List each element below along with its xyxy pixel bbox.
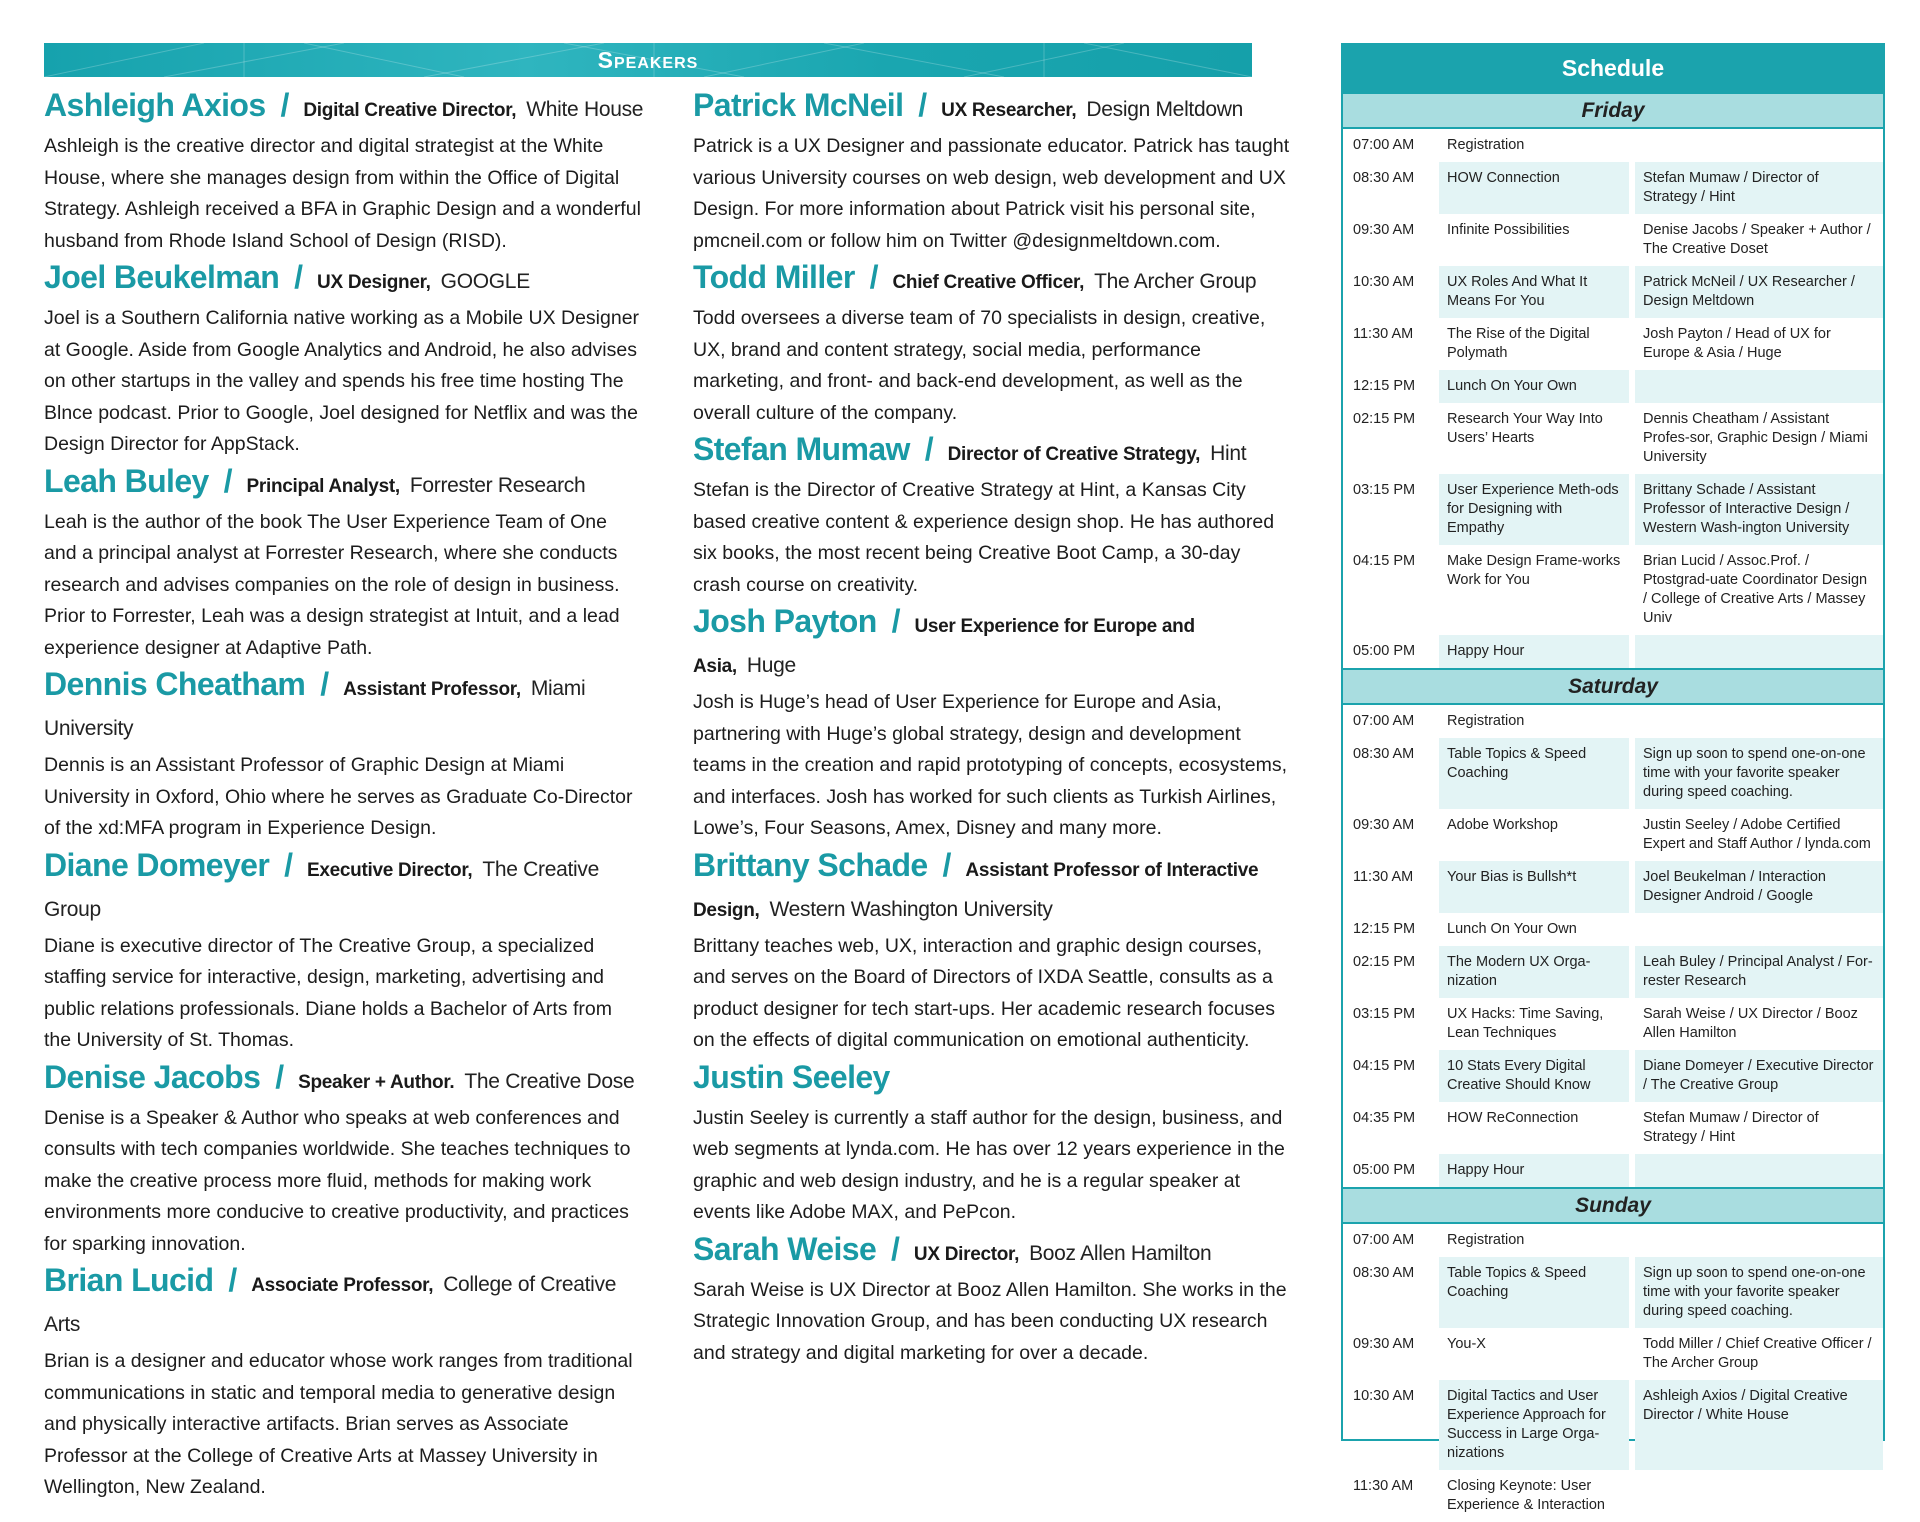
speaker-bio: Patrick is a UX Designer and passionate educator. Patrick has taught various University courses on web design, web development and UX Design. For more information about Patrick visit his personal site, pmcneil.com or follow him on Twitter @designmeltdown.com. [693,135,1290,252]
schedule-time: 11:30 AM [1353,326,1414,342]
schedule-time: 08:30 AM [1353,746,1415,762]
speaker-org: College of Creative Arts [44,1273,617,1336]
speaker-name: Joel Beukelman [44,259,280,295]
speaker-heading [693,1230,1293,1275]
schedule-event: Adobe Workshop [1447,817,1558,833]
speaker-bio: Justin Seeley is currently a staff author for the design, business, and web segments at lynda.com. He has over 12 years experience in the graphic and web design industry, and he is a regular speaker at events like Adobe MAX, and PePcon. [693,1106,1285,1223]
schedule-time: 03:15 PM [1353,482,1416,498]
speakers-left-column [44,86,644,1505]
schedule-speaker: Joel Beukelman / Interaction Designer Android / Google [1635,861,1883,913]
speaker-entry [44,1261,644,1504]
speakers-right-column [693,86,1293,1370]
speaker-bio: Stefan is the Director of Creative Strategy at Hint, a Kansas City based creative content & experience design shop. He has authored six books, the most recent being Creative Boot Camp, a 30-day crash course on creativity. [693,479,1275,596]
speakers-title: Speakers [597,47,699,73]
schedule-event: HOW Connection [1439,162,1629,214]
schedule-time: 10:30 AM [1353,1388,1415,1404]
schedule-event: Make Design Frame-works Work for You [1447,553,1621,588]
schedule-time: 07:00 AM [1353,137,1415,153]
schedule-time: 02:15 PM [1353,954,1416,970]
speaker-name: Brian Lucid [44,1262,214,1298]
schedule-row [1343,1257,1883,1328]
schedule-time: 07:00 AM [1353,713,1415,729]
schedule-row [1343,1380,1883,1470]
speaker-entry [693,1230,1293,1370]
schedule-event: Table Topics & Speed Coaching [1439,1257,1629,1328]
schedule-event: Research Your Way Into Users’ Hearts [1447,411,1603,446]
speaker-heading [44,258,644,303]
schedule-event: Registration [1447,713,1525,729]
schedule-speaker: Dennis Cheatham / Assistant Profes-sor, Graphic Design / Miami University [1643,411,1868,465]
schedule-event: User Experience Meth-ods for Designing with Empathy [1439,474,1629,545]
schedule-time: 08:30 AM [1353,1265,1415,1281]
schedule-speaker [1635,1154,1883,1187]
speaker-slash: / [915,431,934,467]
schedule-time: 07:00 AM [1353,1232,1415,1248]
schedule-row [1343,861,1883,913]
speaker-bio: Brian is a designer and educator whose work ranges from traditional communications in static and temporal media to generative design and physically interactive artifacts. Brian serves as Associate Professor at the College of Creative Arts at Massey University in Wellington, New Zealand. [44,1350,633,1498]
speaker-heading [44,846,644,931]
speaker-name: Patrick McNeil [693,87,904,123]
schedule-body [1343,92,1883,1522]
speaker-heading [693,258,1293,303]
schedule-speaker: Denise Jacobs / Speaker + Author / The Creative Doset [1643,222,1871,257]
speaker-org: Hint [1210,442,1247,465]
speaker-heading [44,86,644,131]
speaker-heading [44,665,644,750]
speaker-heading [693,86,1293,131]
schedule-row [1343,266,1883,318]
schedule-time: 09:30 AM [1353,1336,1415,1352]
speaker-role: Principal Analyst, [246,475,400,497]
schedule-speaker [1635,1224,1883,1257]
speaker-entry [693,430,1293,601]
schedule-row [1343,738,1883,809]
speaker-org: Design Meltdown [1086,98,1243,121]
day-header-saturday: Saturday [1343,668,1883,705]
speaker-slash: / [933,846,952,883]
speaker-heading [693,430,1293,475]
speaker-bio: Josh is Huge’s head of User Experience for Europe and Asia, partnering with Huge’s global strategy, design and development teams in the creation and rapid prototyping of concepts, ecosystems, and interfaces. Josh has worked for such clients as Turkish Airlines, Lowe’s, Four Seasons, Amex, Disney and many more. [693,691,1287,839]
speaker-role: Speaker + Author. [298,1071,455,1093]
schedule-row [1343,913,1883,946]
schedule-row [1343,318,1883,370]
schedule-speaker: Todd Miller / Chief Creative Officer / The Archer Group [1643,1336,1872,1371]
speaker-bio: Dennis is an Assistant Professor of Graphic Design at Miami University in Oxford, Ohio where he serves as Graduate Co-Director of the xd:MFA program in Experience Design. [44,754,633,839]
speaker-name: Todd Miller [693,259,855,295]
speaker-name: Josh Payton [693,603,877,639]
schedule-speaker: Stefan Mumaw / Director of Strategy / Hint [1643,1110,1819,1145]
schedule-time: 09:30 AM [1353,222,1415,238]
speaker-entry [693,86,1293,257]
schedule-event: You-X [1447,1336,1486,1352]
schedule-speaker [1635,129,1883,162]
speaker-entry [693,258,1293,429]
speaker-bio: Leah is the author of the book The User Experience Team of One and a principal analyst at Forrester Research, where she conducts research and advises companies on the role of design in business. Prior to Forrester, Leah was a design strategist at Intuit, and a lead experience designer at Adaptive Path. [44,510,620,659]
speaker-heading [44,462,644,507]
schedule-event: The Rise of the Digital Polymath [1447,326,1590,361]
schedule-row [1343,162,1883,214]
speaker-org: White House [526,98,644,121]
speaker-slash: / [285,259,304,295]
speaker-entry [44,462,644,665]
speaker-bio: Ashleigh is the creative director and digital strategist at the White House, where she manages design from within the Office of Digital Strategy. Ashleigh received a BFA in Graphic Design and a wonderful husband from Rhode Island School of Design (RISD). [44,135,641,252]
speaker-bio: Todd oversees a diverse team of 70 specialists in design, creative, UX, brand and content strategy, social media, performance marketing, and front- and back-end development, as well as the overall culture of the company. [693,307,1266,424]
speaker-bio: Denise is a Speaker & Author who speaks at web conferences and consults with tech companies worldwide. She teaches techniques to make the creative process more fluid, methods for making work environments more conducive to creative productivity, and practices for sparking innovation. [44,1106,631,1255]
speaker-org: Miami University [44,677,586,740]
schedule-event: Registration [1447,1232,1525,1248]
speaker-entry [44,258,644,461]
speaker-bio: Diane is executive director of The Creative Group, a specialized staffing service for interactive, design, marketing, advertising and public relations professionals. Diane holds a Bachelor of Arts from the University of St. Thomas. [44,934,612,1051]
schedule-event: Happy Hour [1439,1154,1629,1187]
speaker-name: Justin Seeley [693,1058,890,1095]
speaker-slash: / [860,259,879,295]
schedule-time: 12:15 PM [1353,921,1416,937]
speaker-org: Booz Allen Hamilton [1029,1241,1212,1265]
speaker-role: UX Director, [913,1243,1020,1265]
speaker-org: The Creative Group [44,857,599,921]
schedule-time: 05:00 PM [1353,1162,1416,1178]
schedule-row [1343,1154,1883,1187]
schedule-row [1343,1224,1883,1257]
speaker-slash: / [219,1262,238,1298]
speaker-role: UX Researcher, [941,100,1077,121]
schedule-row [1343,705,1883,738]
schedule-time: 05:00 PM [1353,643,1416,659]
schedule-event: Infinite Possibilities [1447,222,1570,238]
speaker-bio: Joel is a Southern California native working as a Mobile UX Designer at Google. Aside from Google Analytics and Android, he also advises on other startups in the valley and spends his free time hosting The Blnce podcast. Prior to Google, Joel designed for Netflix and was the Design Director for AppStack. [44,307,640,455]
speaker-slash: / [882,1230,900,1267]
speaker-org: The Archer Group [1094,270,1257,293]
speaker-slash: / [266,1058,285,1095]
speaker-role: Director of Creative Strategy, [947,444,1201,465]
speaker-entry [693,846,1293,1057]
schedule-event: 10 Stats Every Digital Creative Should Know [1439,1050,1629,1102]
schedule-speaker: Diane Domeyer / Executive Director / The Creative Group [1635,1050,1883,1102]
schedule-event: HOW ReConnection [1447,1110,1579,1126]
speaker-org: Huge [746,654,796,677]
schedule-time: 11:30 AM [1353,1478,1414,1494]
schedule-time: 12:15 PM [1353,378,1416,394]
schedule-speaker [1635,1470,1883,1522]
schedule-speaker: Josh Payton / Head of UX for Europe & Asia / Huge [1643,326,1831,361]
schedule-row [1343,998,1883,1050]
schedule-time: 04:15 PM [1353,1058,1416,1074]
schedule-row [1343,809,1883,861]
schedule-row [1343,370,1883,403]
schedule-speaker: Brian Lucid / Assoc.Prof. / Ptostgrad-uate Coordinator Design / College of Creative Arts / Massey Univ [1643,553,1868,626]
schedule-speaker: Sarah Weise / UX Director / Booz Allen Hamilton [1643,1006,1858,1041]
schedule-time: 09:30 AM [1353,817,1415,833]
speaker-role: Executive Director, [306,859,473,881]
schedule-event: Table Topics & Speed Coaching [1439,738,1629,809]
schedule-time: 04:15 PM [1353,553,1416,569]
day-header-sunday: Sunday [1343,1187,1883,1224]
speaker-org: Forrester Research [409,473,586,497]
speaker-name: Leah Buley [44,462,209,499]
speaker-role: User Experience for Europe and Asia, [693,616,1195,677]
schedule-speaker: Sign up soon to spend one-on-one time with your favorite speaker during speed coaching. [1635,738,1883,809]
schedule-row [1343,1328,1883,1380]
speaker-name: Dennis Cheatham [44,666,306,702]
speaker-entry [44,86,644,257]
speaker-slash: / [275,846,293,883]
schedule-event: Digital Tactics and User Experience Approach for Success in Large Orga-nizations [1439,1380,1629,1470]
speaker-name: Denise Jacobs [44,1058,261,1095]
speaker-name: Diane Domeyer [44,846,270,883]
speaker-heading [44,1261,644,1346]
speaker-name: Brittany Schade [693,846,928,883]
speaker-slash: / [271,87,290,123]
schedule-row [1343,1102,1883,1154]
speaker-entry [693,602,1293,845]
speaker-heading [44,1058,644,1103]
schedule-row [1343,129,1883,162]
schedule-event: Happy Hour [1439,635,1629,668]
schedule-event: Registration [1447,137,1525,153]
schedule-time: 10:30 AM [1353,274,1415,290]
schedule-event: The Modern UX Orga-nization [1439,946,1629,998]
speaker-org: The Creative Dose [464,1069,635,1093]
speaker-heading [693,846,1293,931]
schedule-speaker: Leah Buley / Principal Analyst / For-rester Research [1635,946,1883,998]
schedule-time: 08:30 AM [1353,170,1415,186]
speaker-bio: Sarah Weise is UX Director at Booz Allen Hamilton. She works in the Strategic Innovation Group, and has been conducting UX research and strategy and digital marketing for over a decade. [693,1278,1287,1364]
speaker-slash: / [311,666,330,702]
speaker-entry [44,665,644,845]
schedule-time: 03:15 PM [1353,1006,1416,1022]
schedule-event: UX Roles And What It Means For You [1439,266,1629,318]
schedule-title: Schedule [1343,45,1883,92]
schedule-row [1343,545,1883,635]
speaker-entry [693,1058,1293,1229]
speaker-entry [44,846,644,1057]
schedule-speaker [1635,370,1883,403]
speaker-role: Assistant Professor, [343,679,521,700]
schedule-event: Lunch On Your Own [1447,921,1577,937]
speaker-org: GOOGLE [440,270,530,293]
schedule-speaker [1635,635,1883,668]
speaker-org: Western Washington University [769,897,1053,921]
schedule-speaker: Ashleigh Axios / Digital Creative Director / White House [1635,1380,1883,1470]
schedule-row [1343,403,1883,474]
schedule-event: Your Bias is Bullsh*t [1439,861,1629,913]
schedule-row [1343,635,1883,668]
schedule-row [1343,1470,1883,1522]
schedule-time: 02:15 PM [1353,411,1416,427]
schedule-speaker [1635,913,1883,946]
speaker-role: Associate Professor, [251,1275,434,1296]
schedule-speaker: Patrick McNeil / UX Researcher / Design Meltdown [1635,266,1883,318]
schedule-row [1343,214,1883,266]
speaker-slash: / [909,87,928,123]
speaker-heading [693,1058,1293,1103]
speaker-heading [693,602,1293,687]
speaker-entry [44,1058,644,1261]
schedule-row [1343,946,1883,998]
speaker-name: Sarah Weise [693,1230,877,1267]
schedule-speaker [1635,705,1883,738]
schedule-time: 04:35 PM [1353,1110,1416,1126]
speakers-banner [44,43,1252,77]
schedule-speaker: Stefan Mumaw / Director of Strategy / Hint [1635,162,1883,214]
schedule-speaker: Justin Seeley / Adobe Certified Expert and Staff Author / lynda.com [1643,817,1871,852]
schedule-row [1343,474,1883,545]
speaker-role: Chief Creative Officer, [892,272,1085,293]
schedule-row [1343,1050,1883,1102]
speaker-role: UX Designer, [317,272,431,293]
schedule-event: Lunch On Your Own [1439,370,1629,403]
schedule-event: UX Hacks: Time Saving, Lean Techniques [1447,1006,1604,1041]
speaker-role: Digital Creative Director, [303,100,517,121]
schedule-speaker: Brittany Schade / Assistant Professor of Interactive Design / Western Wash-ington University [1635,474,1883,545]
speaker-name: Ashleigh Axios [44,87,266,123]
speaker-role: Assistant Professor of Interactive Design, [693,859,1259,921]
schedule-time: 11:30 AM [1353,869,1414,885]
schedule-panel [1341,43,1885,1513]
speaker-bio: Brittany teaches web, UX, interaction and graphic design courses, and serves on the Board of Directors of IXDA Seattle, consults as a product designer for tech start-ups. Her academic research focuses on the effects of digital communication on emotional authenticity. [693,934,1276,1051]
speaker-slash: / [882,603,901,639]
day-header-friday: Friday [1343,92,1883,129]
speaker-name: Stefan Mumaw [693,431,910,467]
schedule-event: Closing Keynote: User Experience & Interaction [1447,1478,1605,1513]
speaker-slash: / [214,462,233,499]
schedule-speaker: Sign up soon to spend one-on-one time with your favorite speaker during speed coaching. [1635,1257,1883,1328]
